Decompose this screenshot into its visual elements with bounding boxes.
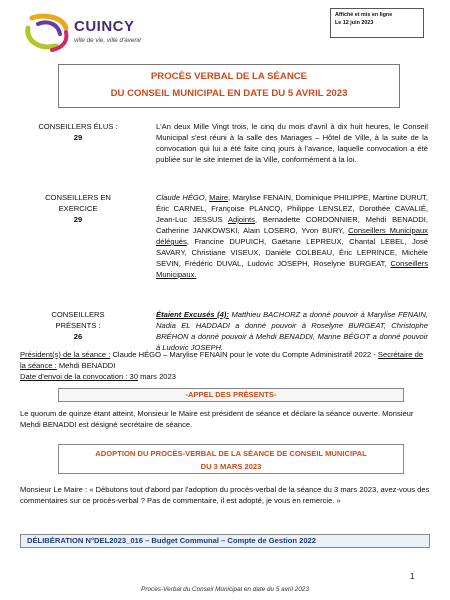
convocation-day: 30 <box>127 372 138 381</box>
convocation-label: Date d'envoi de la convocation : <box>20 372 128 381</box>
exercice-label-block <box>18 192 138 225</box>
elus-label: CONSEILLERS ÉLUS : <box>38 122 118 131</box>
exercice-count: 29 <box>73 215 83 224</box>
document-title <box>58 64 400 108</box>
presents-label-block <box>18 309 138 342</box>
quorum-text: Le quorum de quinze étant atteint, Monsieur le Maire est président de séance et déclare la séance ouverte. Monsieur Mehdi BENADDI est désigné secrétaire de séance. <box>20 409 414 429</box>
exercice-label-1: CONSEILLERS EN <box>45 193 111 202</box>
elus-label-block <box>18 121 138 143</box>
exercice-text <box>156 192 428 280</box>
elus-count: 29 <box>73 133 83 142</box>
posted-line-2: Le 12 juin 2023 <box>335 19 374 26</box>
presents-count: 26 <box>73 332 83 341</box>
adjoints-list: , Marylise FENAIN, Dominique PHILIPPE, Martine DURUT, Éric CARNEL, Françoise PLANCQ, Philippe LENSLEZ, Dorothée CAVALIÉ, Jean-Luc JESSUS <box>156 193 428 224</box>
maire-quote: Monsieur Le Maire : « Débutons tout d'abord par l'adoption du procès-verbal de la séance du 3 mars 2023, avez-vous des commentaires sur ce procès-verbal ? Pas de commentaire, il est adopté, je vous en remercie. » <box>20 485 430 505</box>
secretary-value: Mehdi BENADDI <box>56 361 116 370</box>
excuses-list: Matthieu BACHORZ a donné pouvoir à Marylise FENAIN, Nadia EL HADDADI a donné pouvoir à Roselyne BURGEAT, Christophe BRÉHON a donné pouvoir à Mehdi BENADDI, Marine BÉGOT a donné pouvoir à Ludovic JOSEPH. <box>156 310 428 352</box>
deliberation-title: DÉLIBÉRATION N°DEL2023_016 – Budget Communal – Compte de Gestion 2022 <box>20 534 430 548</box>
logo-tagline: ville de vie, ville d'avenir <box>74 37 142 44</box>
title-line-2: DU CONSEIL MUNICIPAL EN DATE DU 5 AVRIL 2023 <box>110 88 348 99</box>
seance-info <box>20 349 430 382</box>
page-number: 1 <box>410 572 415 581</box>
convocation-rest: mars 2023 <box>137 372 176 381</box>
secretary-label: Secrétaire de la séance : <box>20 350 424 370</box>
adoption-line-2: DU 3 MARS 2023 <box>200 462 262 471</box>
title-line-1: PROCÈS VERBAL DE LA SÉANCE <box>150 71 308 82</box>
conseillers-role: Conseillers Municipaux. <box>156 259 428 279</box>
delegues-list: , Bernadette CORDONNIER, Mehdi BENADDI, Catherine JANKOWSKI, Alain LOSERO, Yvon BURY, <box>156 215 428 235</box>
logo-name: CUINCY <box>74 18 135 35</box>
adoption-line-1: ADOPTION DU PROCÈS-VERBAL DE LA SÉANCE DE CONSEIL MUNICIPAL <box>95 449 367 458</box>
posted-stamp <box>330 8 424 38</box>
presents-label-2: PRÉSENTS : <box>55 321 101 330</box>
president-value: Claude HÉGO – Marylise FENAIN pour le vote du Compte Administratif 2022 - <box>110 350 378 359</box>
appel-band: -APPEL DES PRÉSENTS- <box>58 388 404 402</box>
adjoints-role: Adjoints <box>227 215 255 224</box>
presents-text <box>156 309 428 353</box>
excuses-label: Étaient Excusés (4): <box>156 310 229 319</box>
elus-text: L'An deux Mille Vingt trois, le cinq du mois d'avril à dix huit heures, le Conseil Municipal s'est réuni à la salle des Mariages – Hôtel de Ville, à la suite de la convocation qui lui a été faite cinq jours à l'avance, laquelle convocation a été publiée sur le site internet de la Ville, conformément à la loi. <box>156 122 428 164</box>
maire-role: Maire <box>209 193 229 202</box>
conseillers-list: , Francine DUPUICH, Gaëtane LEPREUX, Chantal LEBEL, José SAVARY, Christiane VISEUX, Danièle COLBEAU, Éric LEPRINCE, Michèle SEVIN, Frédéric DUVAL, Ludovic JOSEPH, Roselyne BURGEAT, <box>156 237 428 268</box>
footer-text: Procès-Verbal du Conseil Municipal en date du 5 avril 2023 <box>141 586 309 593</box>
adoption-band <box>58 444 404 474</box>
presents-label-1: CONSEILLERS <box>51 310 105 319</box>
exercice-label-2: EXERCICE <box>58 204 98 213</box>
sep-1: , <box>204 193 210 202</box>
president-label: Président(s) de la séance : <box>20 350 111 359</box>
posted-line-1: Affiché et mis en ligne <box>335 12 393 18</box>
maire-name: Claude HÉGO <box>156 193 205 202</box>
delegues-role: Conseillers Municipaux délégués <box>156 226 428 246</box>
